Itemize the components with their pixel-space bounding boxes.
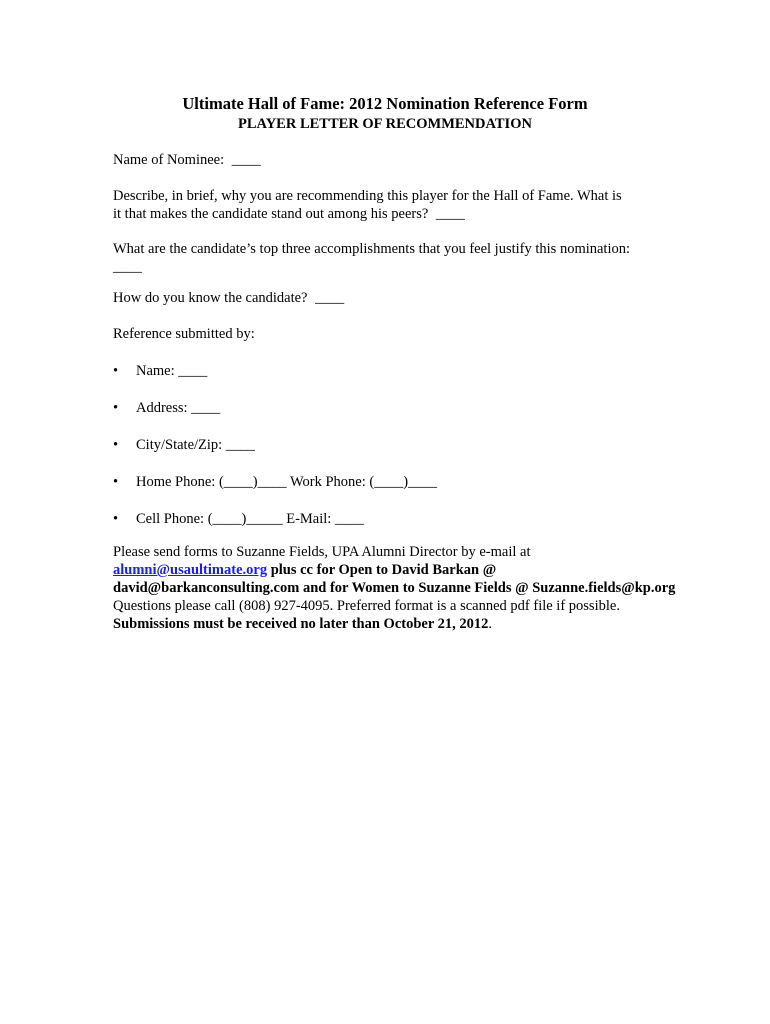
deadline-period: .	[488, 616, 493, 632]
instructions-line1: Please send forms to Suzanne Fields, UPA Alumni Director by e-mail at	[113, 544, 531, 560]
deadline-line	[113, 615, 713, 633]
alumni-email-link[interactable]: alumni@usaultimate.org	[113, 562, 268, 578]
bullet-icon: •	[113, 511, 119, 527]
cc-open-text: plus cc for Open to David Barkan @	[267, 562, 497, 578]
bullet-icon: •	[113, 363, 119, 379]
nominee-field[interactable]: ____	[231, 152, 261, 168]
why-question	[113, 187, 713, 223]
reference-phone-fields[interactable]: Home Phone: (____)____ Work Phone: (____)____	[136, 474, 438, 490]
why-question-line2: it that makes the candidate stand out among his peers?	[113, 206, 429, 222]
know-question	[113, 289, 713, 307]
accomplishments-field[interactable]: ____	[113, 259, 142, 275]
reference-city-field[interactable]: City/State/Zip: ____	[136, 437, 255, 453]
instructions-line4: Questions please call (808) 927-4095. Preferred format is a scanned pdf file if possible.	[113, 598, 620, 614]
submission-instructions	[113, 543, 713, 633]
form-subtitle: PLAYER LETTER OF RECOMMENDATION	[238, 116, 532, 132]
accomplishments-question	[113, 240, 713, 276]
reference-name-field[interactable]: Name: ____	[136, 363, 208, 379]
deadline-text: Submissions must be received no later than October 21, 2012	[113, 616, 489, 632]
know-field[interactable]: ____	[315, 290, 345, 306]
reference-label: Reference submitted by:	[113, 326, 255, 342]
reference-address-field[interactable]: Address: ____	[136, 400, 221, 416]
form-title: Ultimate Hall of Fame: 2012 Nomination Reference Form	[182, 94, 588, 113]
bullet-icon: •	[113, 437, 119, 453]
nominee-label: Name of Nominee:	[113, 152, 225, 168]
why-question-line1: Describe, in brief, why you are recommending this player for the Hall of Fame. What is	[113, 188, 622, 204]
instructions-line2	[113, 561, 713, 579]
reference-cell-email-fields[interactable]: Cell Phone: (____)_____ E-Mail: ____	[136, 511, 364, 527]
nominee-question	[113, 151, 713, 169]
accomplishments-label: What are the candidate’s top three accomplishments that you feel justify this nomination:	[113, 241, 631, 257]
bullet-icon: •	[113, 400, 119, 416]
bullet-icon: •	[113, 474, 119, 490]
why-field[interactable]: ____	[435, 206, 465, 222]
know-label: How do you know the candidate?	[113, 290, 308, 306]
instructions-line3: david@barkanconsulting.com and for Women to Suzanne Fields @ Suzanne.fields@kp.org	[113, 580, 676, 596]
